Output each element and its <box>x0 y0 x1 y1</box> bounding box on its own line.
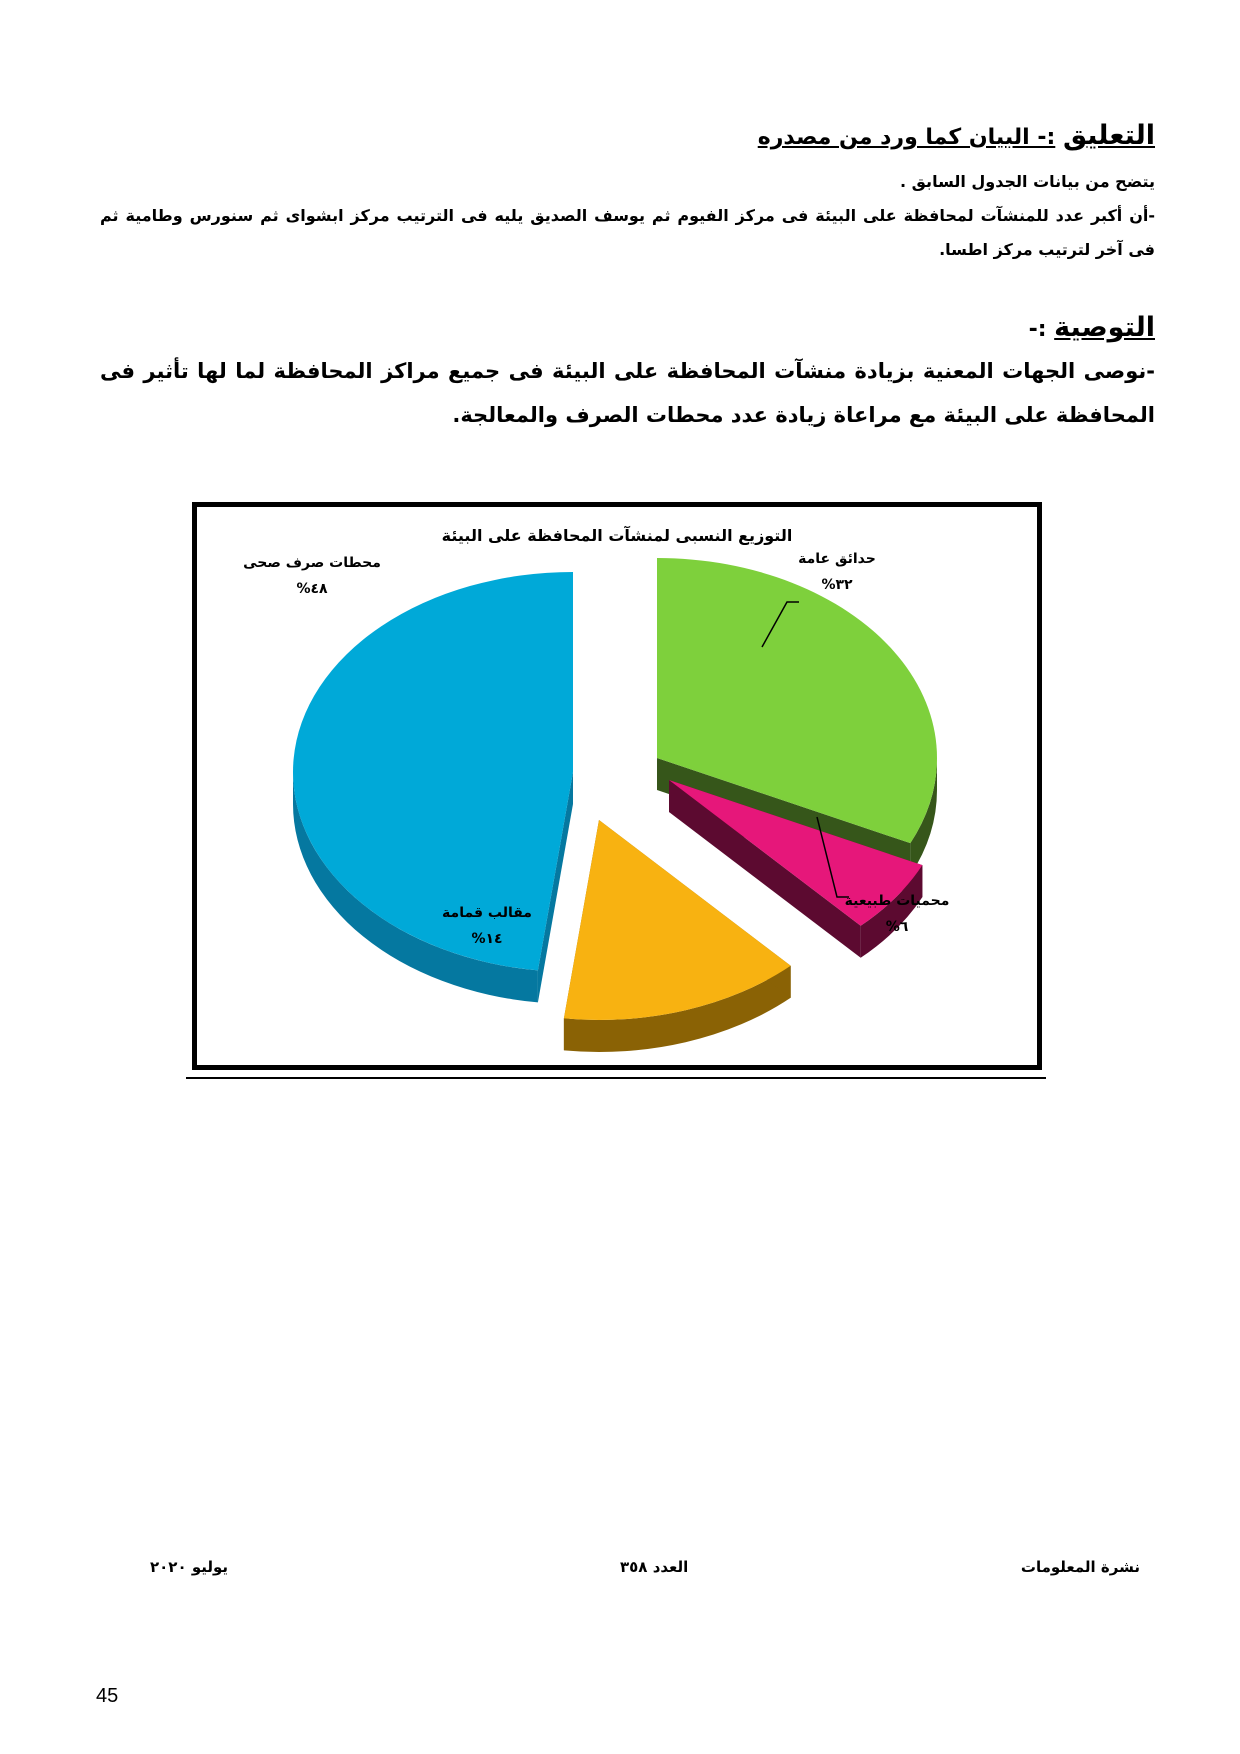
recommendation-title: التوصية <box>1054 312 1155 343</box>
chart-frame <box>192 502 1042 1070</box>
slice-label: محميات طبيعية <box>844 893 950 909</box>
pie-slice-group <box>293 572 573 1002</box>
pie-chart <box>197 507 1037 1065</box>
slice-value-label: %١٤ <box>471 931 503 947</box>
comment-title: التعليق <box>1062 120 1155 151</box>
footer-date: يوليو ٢٠٢٠ <box>150 1558 229 1576</box>
recommendation-heading <box>100 312 1155 343</box>
comment-line-2: -أن أكبر عدد للمنشآت لمحافظة على البيئة فى مركز الفيوم ثم يوسف الصديق يليه فى الترتيب مركز ابشواى ثم سنورس وطامية ثم فى آخر لترتيب مركز اطسا. <box>100 206 1155 259</box>
slice-label: مقالب قمامة <box>442 905 532 921</box>
slice-value-label: %٦ <box>885 919 909 935</box>
comment-subtitle: :- البيان كما ورد من مصدره <box>757 125 1056 150</box>
comment-line-1: يتضح من بيانات الجدول السابق . <box>899 172 1155 191</box>
page-number: 45 <box>96 1685 119 1707</box>
slice-label: حدائق عامة <box>798 551 876 567</box>
footer-publication: نشرة المعلومات <box>1020 1558 1140 1576</box>
recommendation-marker: :- <box>1028 317 1047 342</box>
comment-heading <box>100 120 1155 151</box>
recommendation-section <box>100 312 1155 437</box>
slice-value-label: %٤٨ <box>296 581 328 597</box>
chart-title: التوزيع النسبى لمنشآت المحافظة على البيئة <box>441 526 793 545</box>
slice-label: محطات صرف صحى <box>243 555 381 571</box>
comment-section <box>100 120 1155 267</box>
slice-value-label: %٣٢ <box>821 577 853 593</box>
chart-underline <box>186 1077 1046 1079</box>
footer-issue: العدد ٣٥٨ <box>620 1558 689 1576</box>
recommendation-text: -نوصى الجهات المعنية بزيادة منشآت المحافظة على البيئة فى جميع مراكز المحافظة لما لها تأثير فى المحافظة على البيئة مع مراعاة زيادة عدد محطات الصرف والمعالجة. <box>100 359 1155 427</box>
